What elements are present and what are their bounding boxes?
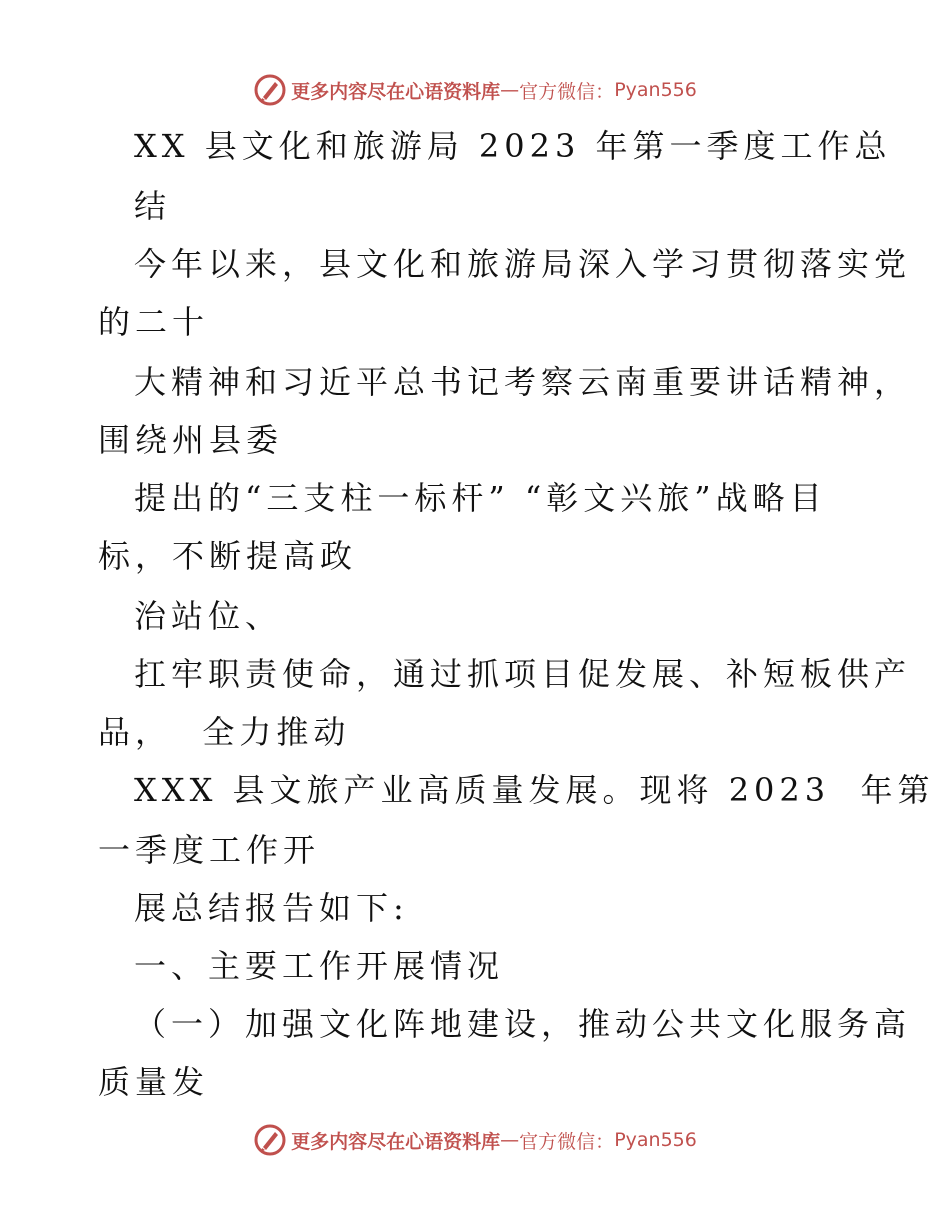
watermark-wechat-id: Pyan556 bbox=[614, 79, 697, 101]
paragraph-line: 大精神和习近平总书记考察云南重要讲话精神， bbox=[134, 363, 912, 401]
subsection-heading-line: 质量发 bbox=[98, 1063, 210, 1101]
paragraph-line: 品， 全力推动 bbox=[98, 713, 351, 751]
document-title-line: XX 县文化和旅游局 2023 年第一季度工作总 bbox=[134, 127, 892, 165]
paragraph-line: 标，不断提高政 bbox=[98, 537, 358, 575]
pen-logo-icon bbox=[253, 73, 287, 107]
paragraph-line: 展总结报告如下: bbox=[134, 889, 409, 927]
watermark-wechat-label: 官方微信： bbox=[519, 80, 615, 103]
pen-logo-icon bbox=[253, 1123, 287, 1157]
watermark-header bbox=[0, 72, 950, 108]
paragraph-line: 提出的“三支柱一标杆” “彰文兴旅”战略目 bbox=[134, 479, 827, 517]
watermark-separator: — bbox=[500, 79, 520, 101]
watermark-separator: — bbox=[500, 1129, 520, 1151]
subsection-heading-line: （一）加强文化阵地建设，推动公共文化服务高 bbox=[134, 1005, 912, 1043]
paragraph-line: 一季度工作开 bbox=[98, 831, 321, 869]
paragraph-line: 今年以来，县文化和旅游局深入学习贯彻落实党 bbox=[134, 245, 912, 283]
watermark-wechat-id: Pyan556 bbox=[614, 1129, 697, 1151]
paragraph-line: 扛牢职责使命，通过抓项目促发展、补短板供产 bbox=[134, 655, 912, 693]
watermark-wechat-label: 官方微信： bbox=[519, 1130, 615, 1153]
paragraph-line: 的二十 bbox=[98, 303, 210, 341]
document-title-line: 结 bbox=[134, 187, 172, 225]
paragraph-line: 治站位、 bbox=[134, 597, 283, 635]
paragraph-line: 围绕州县委 bbox=[98, 421, 284, 459]
paragraph-line: XXX 县文旅产业高质量发展。现将 2023 年第 bbox=[134, 771, 935, 809]
section-heading: 一、主要工作开展情况 bbox=[134, 947, 505, 985]
watermark-brand: 更多内容尽在心语资料库 bbox=[291, 1130, 501, 1153]
watermark-brand: 更多内容尽在心语资料库 bbox=[291, 80, 501, 103]
watermark-footer bbox=[0, 1122, 950, 1158]
